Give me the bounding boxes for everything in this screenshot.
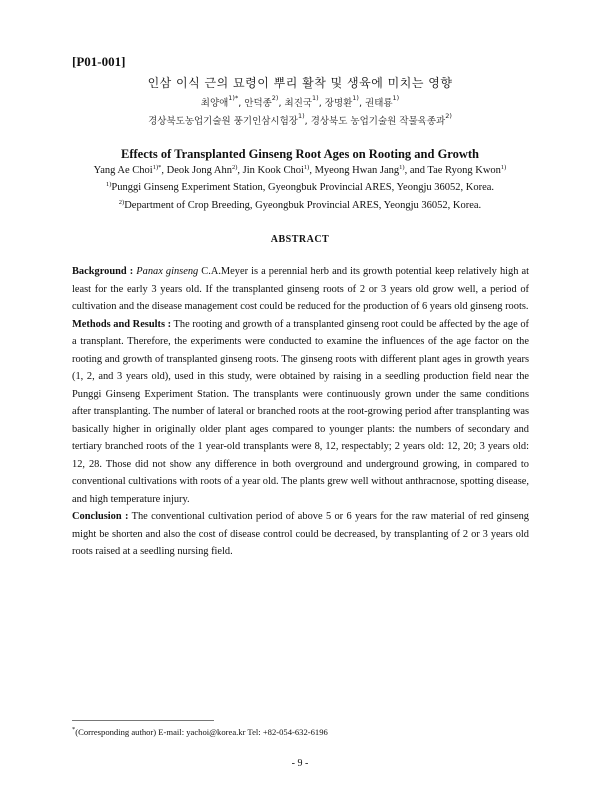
korean-affiliations: 경상북도농업기술원 풍기인삼시험장$^{1)}$, 경상북도 농업기술원 작물육종과$^{2)}$ [148,112,452,127]
footnote-sup: * [72,726,76,733]
abstract-body [72,263,529,561]
author-sup: 1) [500,164,507,171]
poster-code: [P01-001] [72,54,126,69]
korean-affiliation-1: 경상북도농업기술원 풍기인삼시험장 [148,116,298,127]
author-sup: 1)* [152,164,162,171]
author-sup: 1) [399,164,405,171]
korean-title: 인삼 이식 근의 묘령이 뿌리 활착 및 생육에 미치는 영향 [147,76,453,90]
korean-author: 최양애 [200,98,229,109]
affil-sup: 2) [118,199,125,206]
korean-author: 장명환 [324,98,353,109]
author-sup: 1)* [228,94,239,102]
affil-sup: 2) [445,112,452,120]
english-author: Deok Jong Ahn [166,165,232,176]
english-affiliation-1 [60,182,540,193]
korean-authors: 최양애$^{1)*}$, 안덕종$^{2)}$, 최진국$^{1)}$, 장명환$^{1)}$, 권태룡$^{1)}$ [200,94,400,109]
background-text: C.A.Meyer is a perennial herb and its growth potential keep relatively high at least for the early 3 years old. If the transplanted ginseng roots of 2 or 3 years old grow well, a period of cultivation and the disease management cost could be reduced for the production of 6 years old ginseng roots. [72,266,529,312]
english-author: Myeong Hwan Jang [314,165,400,176]
english-author: Yang Ae Choi [93,165,153,176]
author-sup: 1) [392,94,400,102]
author-sup: 2) [271,94,279,102]
affil-sup: 1) [105,181,112,188]
affil-sup: 1) [297,112,305,120]
korean-author: 안덕종 [244,98,272,109]
conclusion-text: The conventional cultivation period of above 5 or 6 years for the raw material of red ginseng might be shorten and also the cost of disease control could be decreased, by transplanting of 2 or 3 years old roots raised at a seedling nursing field. [72,511,529,557]
footnote [72,727,532,737]
conclusion-label: Conclusion : [72,511,129,522]
background-paragraph [72,263,529,316]
english-author: Tae Ryong Kwon [427,165,501,176]
author-sup: 1) [303,164,310,171]
methods-paragraph [72,316,529,509]
page-number: - 9 - [291,758,309,769]
author-sup: 1) [312,94,319,102]
korean-author: 최진국 [284,98,313,109]
author-sup: 2) [231,164,238,171]
footnote-text: (Corresponding author) E-mail: yachoi@korea.kr Tel: +82-054-632-6196 [75,727,328,737]
species-name: Panax ginseng [136,266,199,277]
background-label: Background : [72,266,134,277]
english-authors: Yang Ae Choi$^{1)*}$, Deok Jong Ahn$^{2)}$, Jin Kook Choi$^{1)}$, Myeong Hwan Jang$^{1)}$, and Tae Ryong Kwon$^{1)}$ [93,164,507,176]
korean-author: 권태룡 [365,98,393,109]
conclusion-paragraph [72,508,529,561]
affiliation-text: Department of Crop Breeding, Gyeongbuk Provincial ARES, Yeongju 36052, Korea. [124,200,482,211]
english-title: Effects of Transplanted Ginseng Root Ages on Rooting and Growth [120,147,480,161]
english-affiliation-2 [60,200,540,211]
methods-label: Methods and Results : [72,318,172,330]
english-author: Jin Kook Choi [242,165,304,176]
author-sup: 1) [352,94,359,102]
korean-affiliation-2: 경상북도 농업기술원 작물육종과 [310,116,446,127]
footnote-divider [72,720,214,721]
abstract-heading: ABSTRACT [270,234,330,245]
methods-text: The rooting and growth of a transplanted ginseng root could be affected by the age of a transplant. Therefore, the experiments were conducted to examine the influences of the age factor on the rooting and growth of transplanted ginseng roots. The ginseng roots with different plant ages in growth years (1, 2, and 3 years old), used in this study, were obtained by raising in a seedling production field near the Punggi Ginseng Experiment Station. The transplants were continuously grown under the same conditions after transplanting. The number of lateral or branched roots at the root-growing period after transplanting was basically higher in originally older plant ages compared to younger plants: the numbers of secondary and tertiary branched roots of the 1 year-old transplants were 8, 12, respectably; 2 years old: 12, 20; 3 years old: 12, 28. Those did not show any difference in both overground and underground growing, in compared to conventional cultivations with roots of a year old. The plants grew well without anthracnose, spotting disease, and high temperature injury. [72,318,530,505]
affiliation-text: Punggi Ginseng Experiment Station, Gyeongbuk Provincial ARES, Yeongju 36052, Korea. [111,182,495,193]
